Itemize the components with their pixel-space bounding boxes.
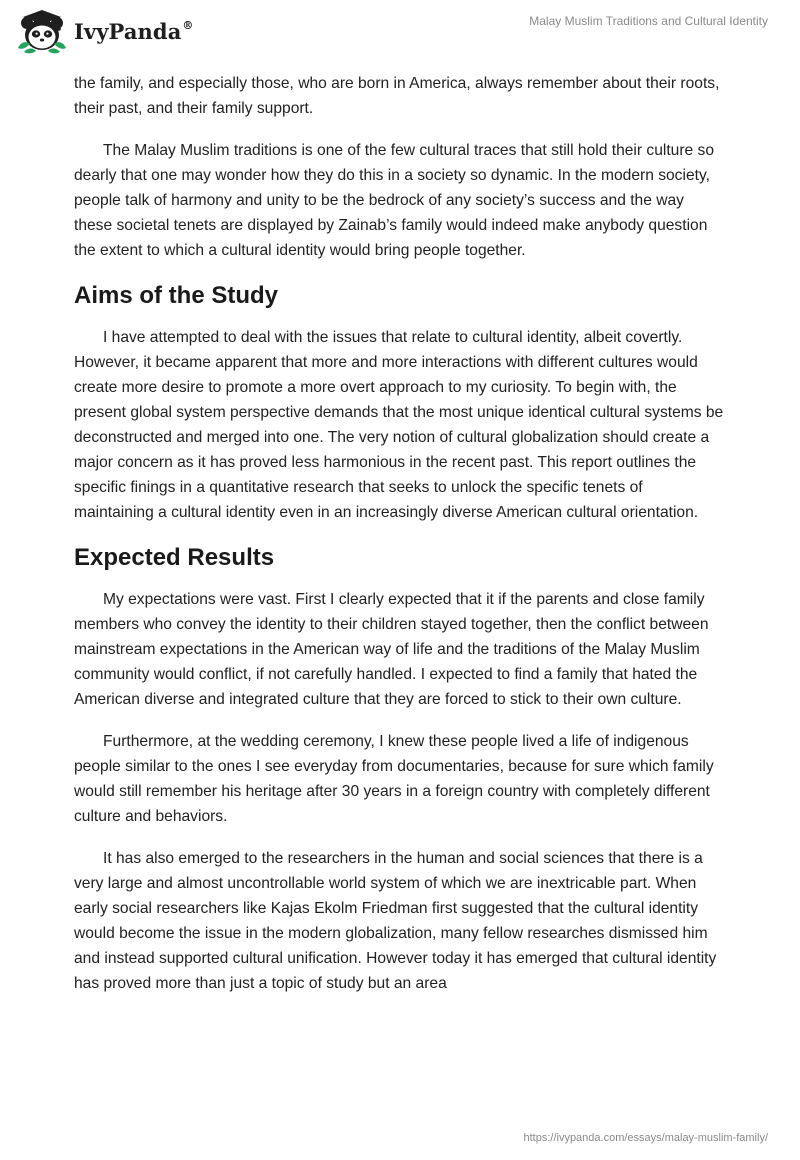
- paragraph: Furthermore, at the wedding ceremony, I knew these people lived a life of indigenous people similar to the ones I see everyday from documentaries, because for sure which family would still remember his heritage after 30 years in a foreign country with completely different culture and behaviors.: [74, 733, 714, 825]
- registered-mark: ®: [182, 18, 194, 32]
- paragraph: The Malay Muslim traditions is one of the few cultural traces that still hold their culture so dearly that one may wonder how they do this in a society so dynamic. In the modern society, people talk of harmony and unity to be the bedrock of any society’s success and the way these societal tenets are displayed by Zainab’s family would indeed make anybody question the extent to which a cultural identity would bring people together.: [74, 142, 715, 259]
- source-url[interactable]: https://ivypanda.com/essays/malay-muslim-family/: [523, 1132, 768, 1144]
- section-heading-expected-results: Expected Results: [74, 544, 275, 571]
- paragraph: I have attempted to deal with the issues that relate to cultural identity, albeit covertly. However, it became apparent that more and more interactions with different cultures would create more desire to promote a more overt approach to my curiosity. To begin with, the present global system perspective demands that the most unique identical cultural systems be deconstructed and merged into one. The very notion of cultural globalization should create a major concern as it has proved less harmonious in the recent past. This report outlines the specific finings in a quantitative research that seeks to unlock the specific tenets of maintaining a cultural identity even in an increasingly diverse American cultural orientation.: [74, 329, 724, 521]
- ivypanda-logo[interactable]: [14, 8, 194, 54]
- brand-name: [74, 19, 194, 44]
- running-title: Malay Muslim Traditions and Cultural Identity: [529, 14, 768, 28]
- paragraph: It has also emerged to the researchers in the human and social sciences that there is a very large and almost uncontrollable world system of which we are inextricable part. When early social researchers like Kajas Ekolm Friedman first suggested that the cultural identity would become the issue in the modern globalization, many fellow researches dismissed him and instead supported cultural unification. However today it has emerged that cultural identity has proved more than just a topic of study but an area: [74, 850, 717, 992]
- essay-body: [74, 71, 726, 1013]
- paragraph: the family, and especially those, who are born in America, always remember about their roots, their past, and their family support.: [74, 75, 720, 117]
- page-header: [0, 0, 800, 60]
- panda-mascot-icon: [14, 8, 70, 54]
- brand-name-text: IvyPanda: [74, 18, 182, 44]
- section-heading-aims: Aims of the Study: [74, 282, 279, 309]
- paragraph: My expectations were vast. First I clearly expected that it if the parents and close family members who convey the identity to their children stayed together, then the conflict between mainstream expectations in the American way of life and the traditions of the Malay Muslim community would conflict, if not carefully handled. I expected to find a family that hated the American diverse and integrated culture that they are forced to stick to their own culture.: [74, 591, 709, 708]
